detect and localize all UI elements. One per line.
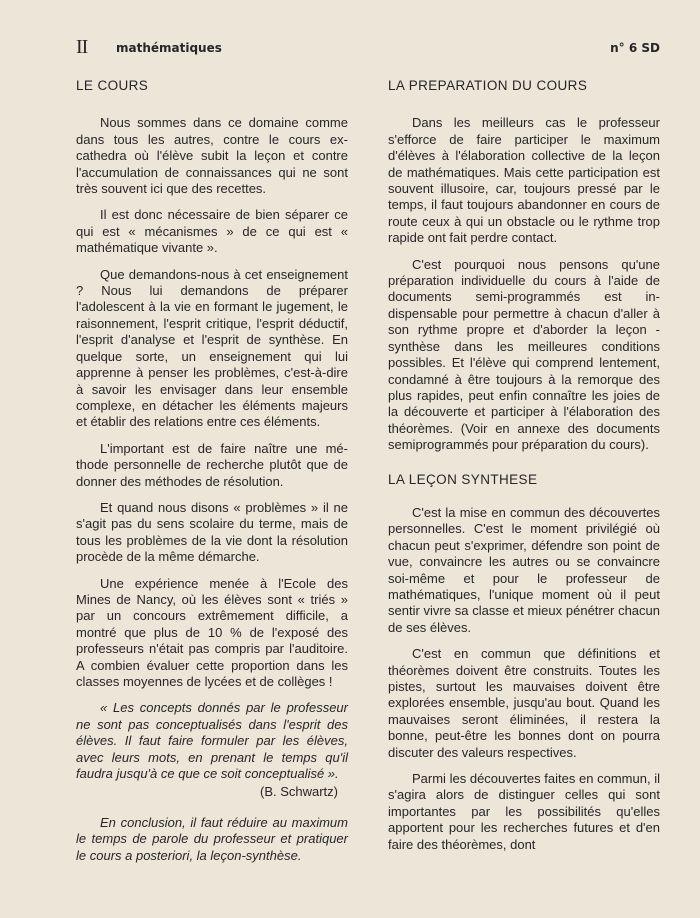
page-number: II: [76, 36, 88, 58]
paragraph: Que demandons-nous à cet enseignement ? Nous lui demandons de préparer l'adolescent à la vie en formant le jugement, le raisonnement, l'esprit critique, l'esprit déductif, l'esprit d'analyse et l'esprit de synthèse. En quelque sorte, un enseignement qui lui apprenne à penser les problèmes, c'est-à-dire à savoir les envisager dans leur ensemble complexe, en détacher les éléments majeurs et établir des relations entre ces éléments.: [76, 266, 348, 430]
paragraph: C'est la mise en commun des découvertes personnelles. C'est le moment privilégié où chacun peut s'exprimer, défendre son point de vue, convaincre les autres ou se convaincre soi-même et pour le professeur de mathématiques, l'unique moment où il peut sentir vivre sa classe et mieux pénétrer chacun de ses élèves.: [388, 504, 660, 635]
paragraph: Parmi les découvertes faites en commun, il s'agira alors de distinguer celles qui sont importantes par les possibilités qu'elles apportent pour les recherches futures et d'en faire des théorèmes, dont: [388, 771, 660, 852]
paragraph: Et quand nous disons « problèmes » il ne s'agit pas du sens scolaire du terme, mais de tous les problèmes de la vie dont la résolution procède de la même démarche.: [76, 499, 348, 565]
paragraph: L'important est de faire naître une méthode personnelle de recherche plutôt que de donner des méthodes de résolution.: [76, 440, 348, 489]
conclusion-paragraph: En conclusion, il faut réduire au maximum le temps de parole du professeur et pratiquer le cours a posteriori, la leçon-synthèse.: [76, 814, 348, 863]
paragraph: Dans les meilleurs cas le professeur s'efforce de faire participer le maximum d'élèves à l'élaboration collective de la leçon de mathématiques. Mais cette participation est souvent illusoire, car, toujours pressé par le temps, il faut toujours abandonner en cours de route ceux à qui un obstacle ou le rythme trop rapide ont fait perdre contact.: [388, 115, 660, 246]
section-heading-preparation: LA PREPARATION DU COURS: [388, 78, 588, 93]
paragraph: C'est pourquoi nous pensons qu'une préparation individuelle du cours à l'aide de documents semi-programmés est indispensable pour permettre à chacun d'aller à son rythme propre et d'aborder la leçon - synthèse dans les meilleures conditions possibles. Et l'élève qui comprend lentement, condamné à être toujours à la remorque des plus rapides, peut enfin connaître les joies de la découverte et participer à l'élaboration des théorèmes. (Voir en annexe des documents semiprogrammés pour préparation du cours).: [388, 256, 660, 453]
paragraph: Il est donc nécessaire de bien séparer ce qui est « mécanismes » de ce qui est « mathématique vivante ».: [76, 207, 348, 256]
paragraph: Nous sommes dans ce domaine comme dans tous les autres, contre le cours excathedra où l'élève subit la leçon et contre l'accumulation de connaissances qui ne sont très souvent ici que des recettes.: [76, 115, 348, 197]
quote: « Les concepts donnés par le professeur ne sont pas conceptualisés dans l'esprit des élèves. Il faut faire formuler par les élèves, avec leurs mots, en prenant le temps qu'il faudra jusqu'à ce que ce soit conceptualisé ».: [76, 700, 348, 782]
section-heading-le-cours: LE COURS: [76, 78, 149, 93]
right-column: [388, 78, 660, 863]
left-column: [76, 78, 348, 874]
paragraph: C'est en commun que définitions et théorèmes doivent être construits. Toutes les pistes, surtout les mauvaises doivent être explorées ensemble, jusqu'au bout. Quand les mauvaises seront éliminées, il restera la bonne, peut-être les bonnes dont on pourra discuter des valeurs respectives.: [388, 646, 660, 760]
issue-number: n° 6 SD: [610, 41, 660, 55]
paragraph: Une expérience menée à l'Ecole des Mines de Nancy, où les élèves sont « triés » par un concours extrêmement difficile, a montré que plus de 10 % de l'exposé des professeurs n'était pas compris par l'auditoire. A combien évaluer cette proportion dans les classes moyennes de lycées et de collèges !: [76, 575, 348, 689]
page-header: [76, 36, 660, 60]
quote-author: (B. Schwartz): [259, 784, 338, 800]
section-heading-lecon-synthese: LA LEÇON SYNTHESE: [388, 471, 538, 487]
journal-title: mathématiques: [116, 41, 222, 55]
